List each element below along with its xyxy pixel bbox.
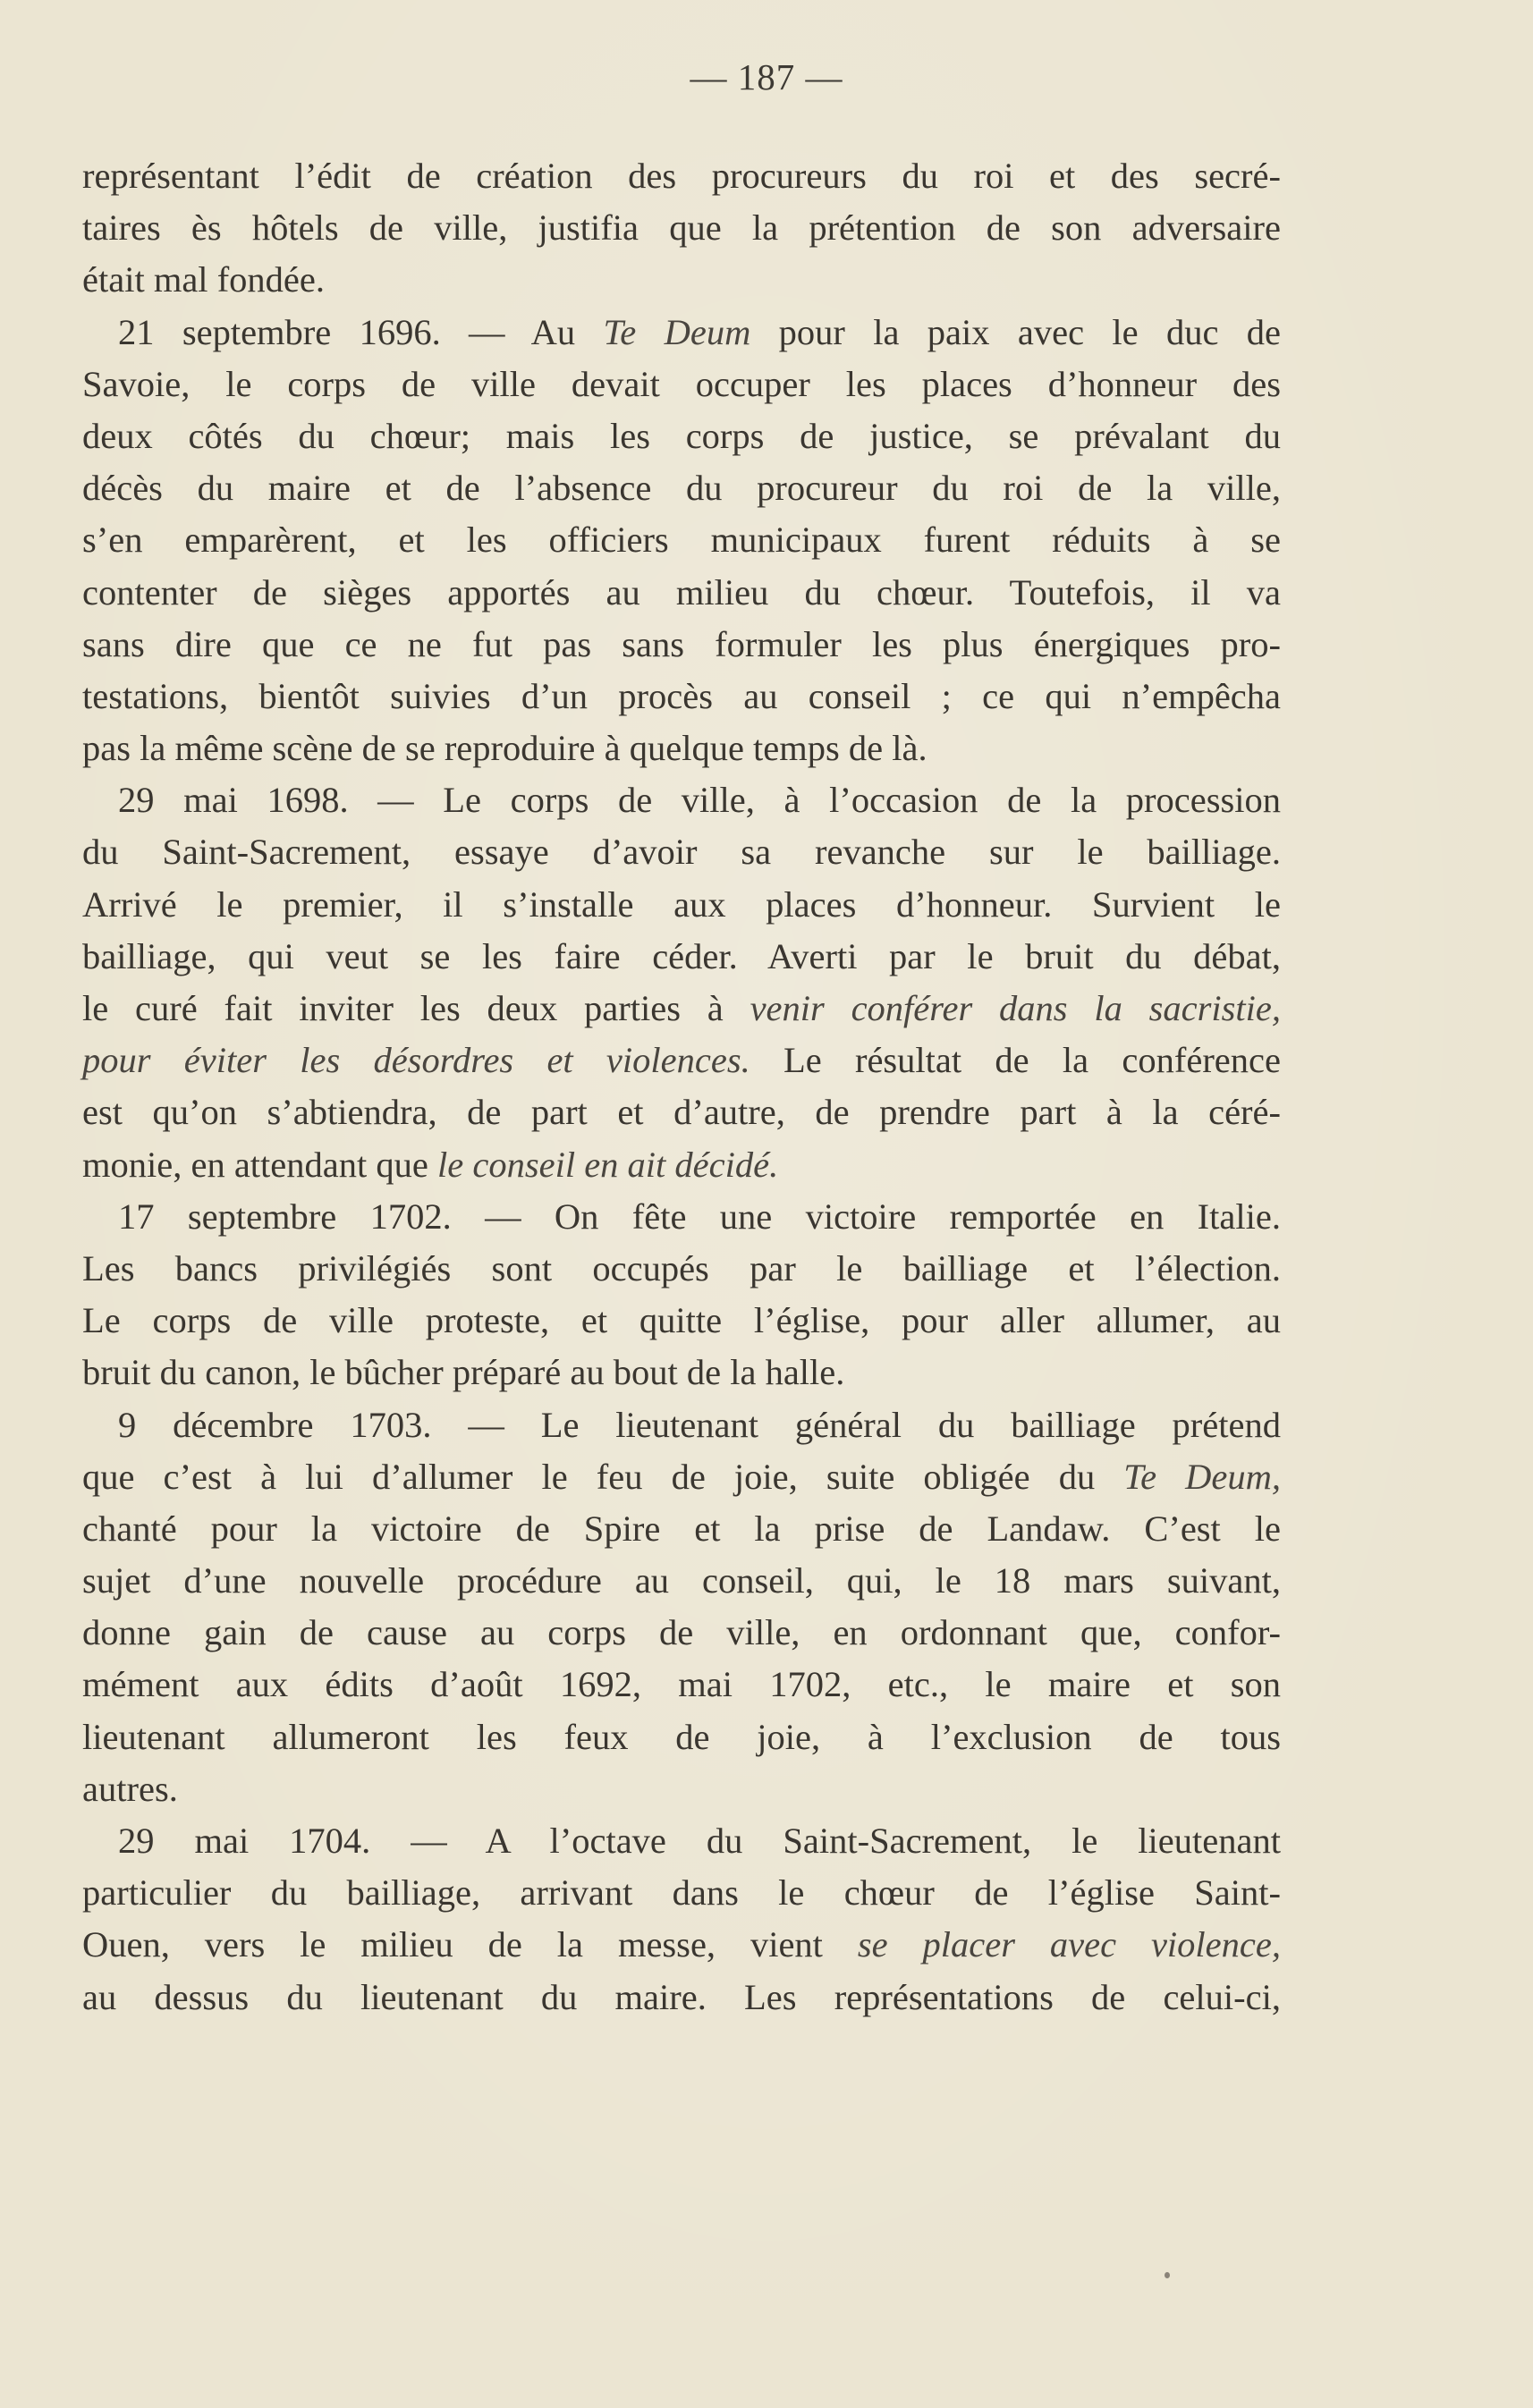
text-line: deux côtés du chœur; mais les corps de justice, se prévalant du xyxy=(82,415,1281,456)
text-line: 29 mai 1698. — Le corps de ville, à l’occasion de la procession xyxy=(118,780,1281,821)
text-line: que c’est à lui d’allumer le feu de joie, suite obligée du Te Deum, xyxy=(82,1456,1281,1497)
text-line: Ouen, vers le milieu de la messe, vient se placer avec violence, xyxy=(82,1924,1281,1965)
paper-speck xyxy=(1165,2272,1170,2278)
text-line: testations, bientôt suivies d’un procès au conseil ; ce qui n’empêcha xyxy=(82,675,1281,716)
text-line: était mal fondée. xyxy=(82,259,326,300)
text-line: représentant l’édit de création des procureurs du roi et des secré- xyxy=(82,156,1281,196)
text-line: mément aux édits d’août 1692, mai 1702, etc., le maire et son xyxy=(82,1664,1281,1705)
text-line: pas la même scène de se reproduire à quelque temps de là. xyxy=(82,728,927,769)
text-line: au dessus du lieutenant du maire. Les représentations de celui-ci, xyxy=(82,1976,1281,2017)
text-line: monie, en attendant que le conseil en ait décidé. xyxy=(82,1144,779,1185)
text-line: 21 septembre 1696. — Au Te Deum pour la paix avec le duc de xyxy=(118,311,1281,352)
text-line: du Saint-Sacrement, essaye d’avoir sa revanche sur le bailliage. xyxy=(82,832,1281,873)
text-line: sans dire que ce ne fut pas sans formuler les plus énergiques pro- xyxy=(82,623,1281,664)
text-line: décès du maire et de l’absence du procureur du roi de la ville, xyxy=(82,468,1281,509)
body-text xyxy=(82,150,1281,2024)
text-line: sujet d’une nouvelle procédure au conseil, qui, le 18 mars suivant, xyxy=(82,1560,1281,1601)
text-line: 17 septembre 1702. — On fête une victoire remportée en Italie. xyxy=(118,1196,1281,1237)
text-line: pour éviter les désordres et violences. Le résultat de la conférence xyxy=(82,1040,1281,1081)
text-line: Le corps de ville proteste, et quitte l’église, pour aller allumer, au xyxy=(82,1300,1281,1341)
text-line: donne gain de cause au corps de ville, en ordonnant que, confor- xyxy=(82,1612,1281,1653)
text-line: chanté pour la victoire de Spire et la prise de Landaw. C’est le xyxy=(82,1508,1281,1549)
text-line: contenter de sièges apportés au milieu du chœur. Toutefois, il va xyxy=(82,571,1281,613)
text-line: bailliage, qui veut se les faire céder. Averti par le bruit du débat, xyxy=(82,935,1281,976)
text-line: s’en emparèrent, et les officiers municipaux furent réduits à se xyxy=(82,520,1281,561)
text-line: lieutenant allumeront les feux de joie, à l’exclusion de tous xyxy=(82,1716,1281,1757)
text-line: 9 décembre 1703. — Le lieutenant général du bailliage prétend xyxy=(118,1404,1281,1445)
text-line: particulier du bailliage, arrivant dans le chœur de l’église Saint- xyxy=(82,1872,1281,1914)
page-number: — 187 — xyxy=(690,56,843,97)
text-line: bruit du canon, le bûcher préparé au bout de la halle. xyxy=(82,1352,845,1393)
text-line: Savoie, le corps de ville devait occuper les places d’honneur des xyxy=(82,363,1281,404)
text-line: le curé fait inviter les deux parties à venir conférer dans la sacristie, xyxy=(82,988,1282,1028)
text-line: 29 mai 1704. — A l’octave du Saint-Sacrement, le lieutenant xyxy=(118,1821,1281,1861)
text-line: est qu’on s’abtiendra, de part et d’autre, de prendre part à la céré- xyxy=(82,1092,1281,1133)
text-line: Arrivé le premier, il s’installe aux places d’honneur. Survient le xyxy=(82,883,1281,925)
text-line: taires ès hôtels de ville, justifia que la prétention de son adversaire xyxy=(82,207,1281,249)
text-line: autres. xyxy=(82,1768,178,1809)
text-line: Les bancs privilégiés sont occupés par le bailliage et l’élection. xyxy=(82,1247,1281,1288)
